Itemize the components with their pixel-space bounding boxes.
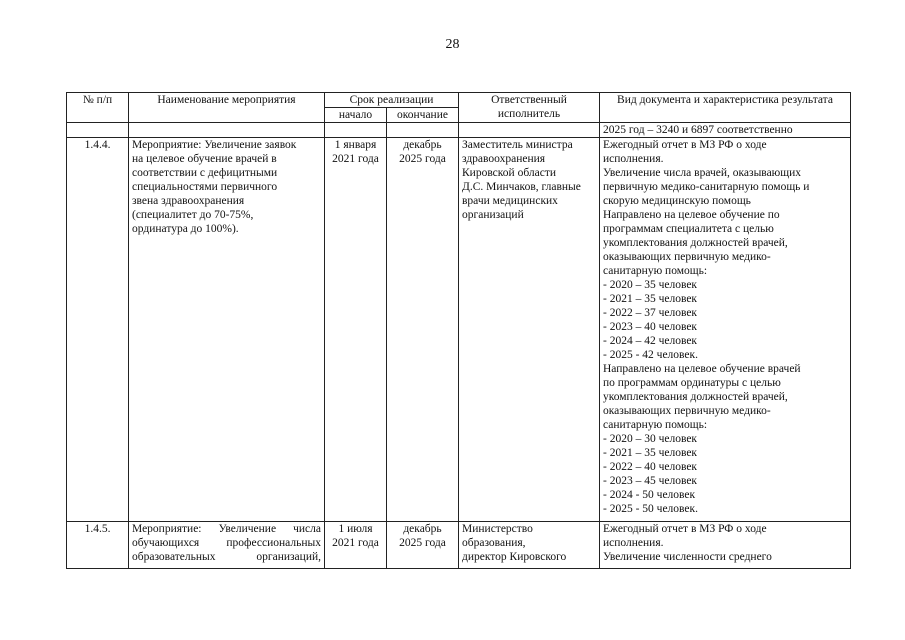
text-line: обучающихся профессиональных <box>132 537 321 549</box>
text-line: 2021 года <box>332 537 379 549</box>
header-period: Срок реализации <box>325 93 459 108</box>
text-line: исполнения. <box>603 537 664 549</box>
text-line: соответствии с дефицитными <box>132 167 278 179</box>
text-line: образования, <box>462 537 526 549</box>
text-line: - 2020 – 30 человек <box>603 433 698 445</box>
text-line: укомплектования должностей врачей, <box>603 391 788 403</box>
text-line: Увеличение числа врачей, оказывающих <box>603 167 802 179</box>
text-line: Заместитель министра <box>462 139 573 151</box>
text-line: укомплектования должностей врачей, <box>603 237 788 249</box>
text-line: первичную медико-санитарную помощь и <box>603 181 810 193</box>
text-line: образовательных организаций, <box>132 551 321 563</box>
text-line: скорую медицинскую помощь <box>603 195 751 207</box>
text-line: по программам ординатуры с целью <box>603 377 781 389</box>
text-line: Кировской области <box>462 167 557 179</box>
text-line: - 2021 – 35 человек <box>603 447 698 459</box>
text-line: санитарную помощь: <box>603 419 708 431</box>
text-line: здравоохранения <box>462 153 546 165</box>
header-row <box>67 93 851 108</box>
text-line: 2025 года <box>399 537 446 549</box>
continuation-row <box>67 123 851 138</box>
result-description <box>600 522 851 569</box>
text-line: Ежегодный отчет в МЗ РФ о ходе <box>603 523 767 535</box>
text-line: Ежегодный отчет в МЗ РФ о ходе <box>603 139 767 151</box>
text-line: 2025 года <box>399 153 446 165</box>
measures-table <box>66 92 851 569</box>
text-line: оказывающих первичную медико- <box>603 251 771 263</box>
header-name: Наименование мероприятия <box>129 93 325 123</box>
text-line: - 2025 - 50 человек. <box>603 503 698 515</box>
text-line: Мероприятие: Увеличение числа <box>132 523 321 535</box>
header-result: Вид документа и характеристика результата <box>600 93 851 123</box>
text-line: - 2023 – 45 человек <box>603 475 698 487</box>
text-line: специальностями первичного <box>132 181 278 193</box>
text-line: 1 июля <box>338 523 373 535</box>
text-line: на целевое обучение врачей в <box>132 153 277 165</box>
text-line: исполнения. <box>603 153 664 165</box>
start-date <box>325 138 387 522</box>
continuation-text: 2025 год – 3240 и 6897 соответственно <box>600 123 851 138</box>
text-line: Министерство <box>462 523 533 535</box>
text-line: Направлено на целевое обучение по <box>603 209 780 221</box>
text-line: оказывающих первичную медико- <box>603 405 771 417</box>
text-line: 1 января <box>334 139 377 151</box>
text-line: - 2020 – 35 человек <box>603 279 698 291</box>
text-line: - 2023 – 40 человек <box>603 321 698 333</box>
header-end: окончание <box>387 108 459 123</box>
text-line: Направлено на целевое обучение врачей <box>603 363 801 375</box>
measure-name <box>129 138 325 522</box>
table-row <box>67 138 851 522</box>
text-line: декабрь <box>403 139 442 151</box>
text-line: организаций <box>462 209 524 221</box>
text-line: звена здравоохранения <box>132 195 245 207</box>
row-number: 1.4.4. <box>67 138 129 522</box>
text-line: программам специалитета с целью <box>603 223 774 235</box>
text-line: Мероприятие: Увеличение заявок <box>132 139 297 151</box>
text-line: Д.С. Минчаков, главные <box>462 181 581 193</box>
text-line: - 2024 - 50 человек <box>603 489 696 501</box>
text-line: - 2024 – 42 человек <box>603 335 698 347</box>
measure-name <box>129 522 325 569</box>
text-line: - 2022 – 40 человек <box>603 461 698 473</box>
text-line: декабрь <box>403 523 442 535</box>
text-line: - 2021 – 35 человек <box>603 293 698 305</box>
text-line: ординатура до 100%). <box>132 223 239 235</box>
executor <box>459 138 600 522</box>
text-line: директор Кировского <box>462 551 567 563</box>
text-line: санитарную помощь: <box>603 265 708 277</box>
text-line: - 2025 - 42 человек. <box>603 349 698 361</box>
end-date <box>387 138 459 522</box>
start-date <box>325 522 387 569</box>
text-line: 2021 года <box>332 153 379 165</box>
result-description <box>600 138 851 522</box>
text-line: (специалитет до 70-75%, <box>132 209 254 221</box>
row-number: 1.4.5. <box>67 522 129 569</box>
header-start: начало <box>325 108 387 123</box>
header-num: № п/п <box>67 93 129 123</box>
executor <box>459 522 600 569</box>
text-line: Увеличение численности среднего <box>603 551 772 563</box>
page-number: 28 <box>445 37 460 52</box>
end-date <box>387 522 459 569</box>
text-line: - 2022 – 37 человек <box>603 307 698 319</box>
header-executor: Ответственный исполнитель <box>459 93 600 123</box>
table-row <box>67 522 851 569</box>
text-line: врачи медицинских <box>462 195 558 207</box>
